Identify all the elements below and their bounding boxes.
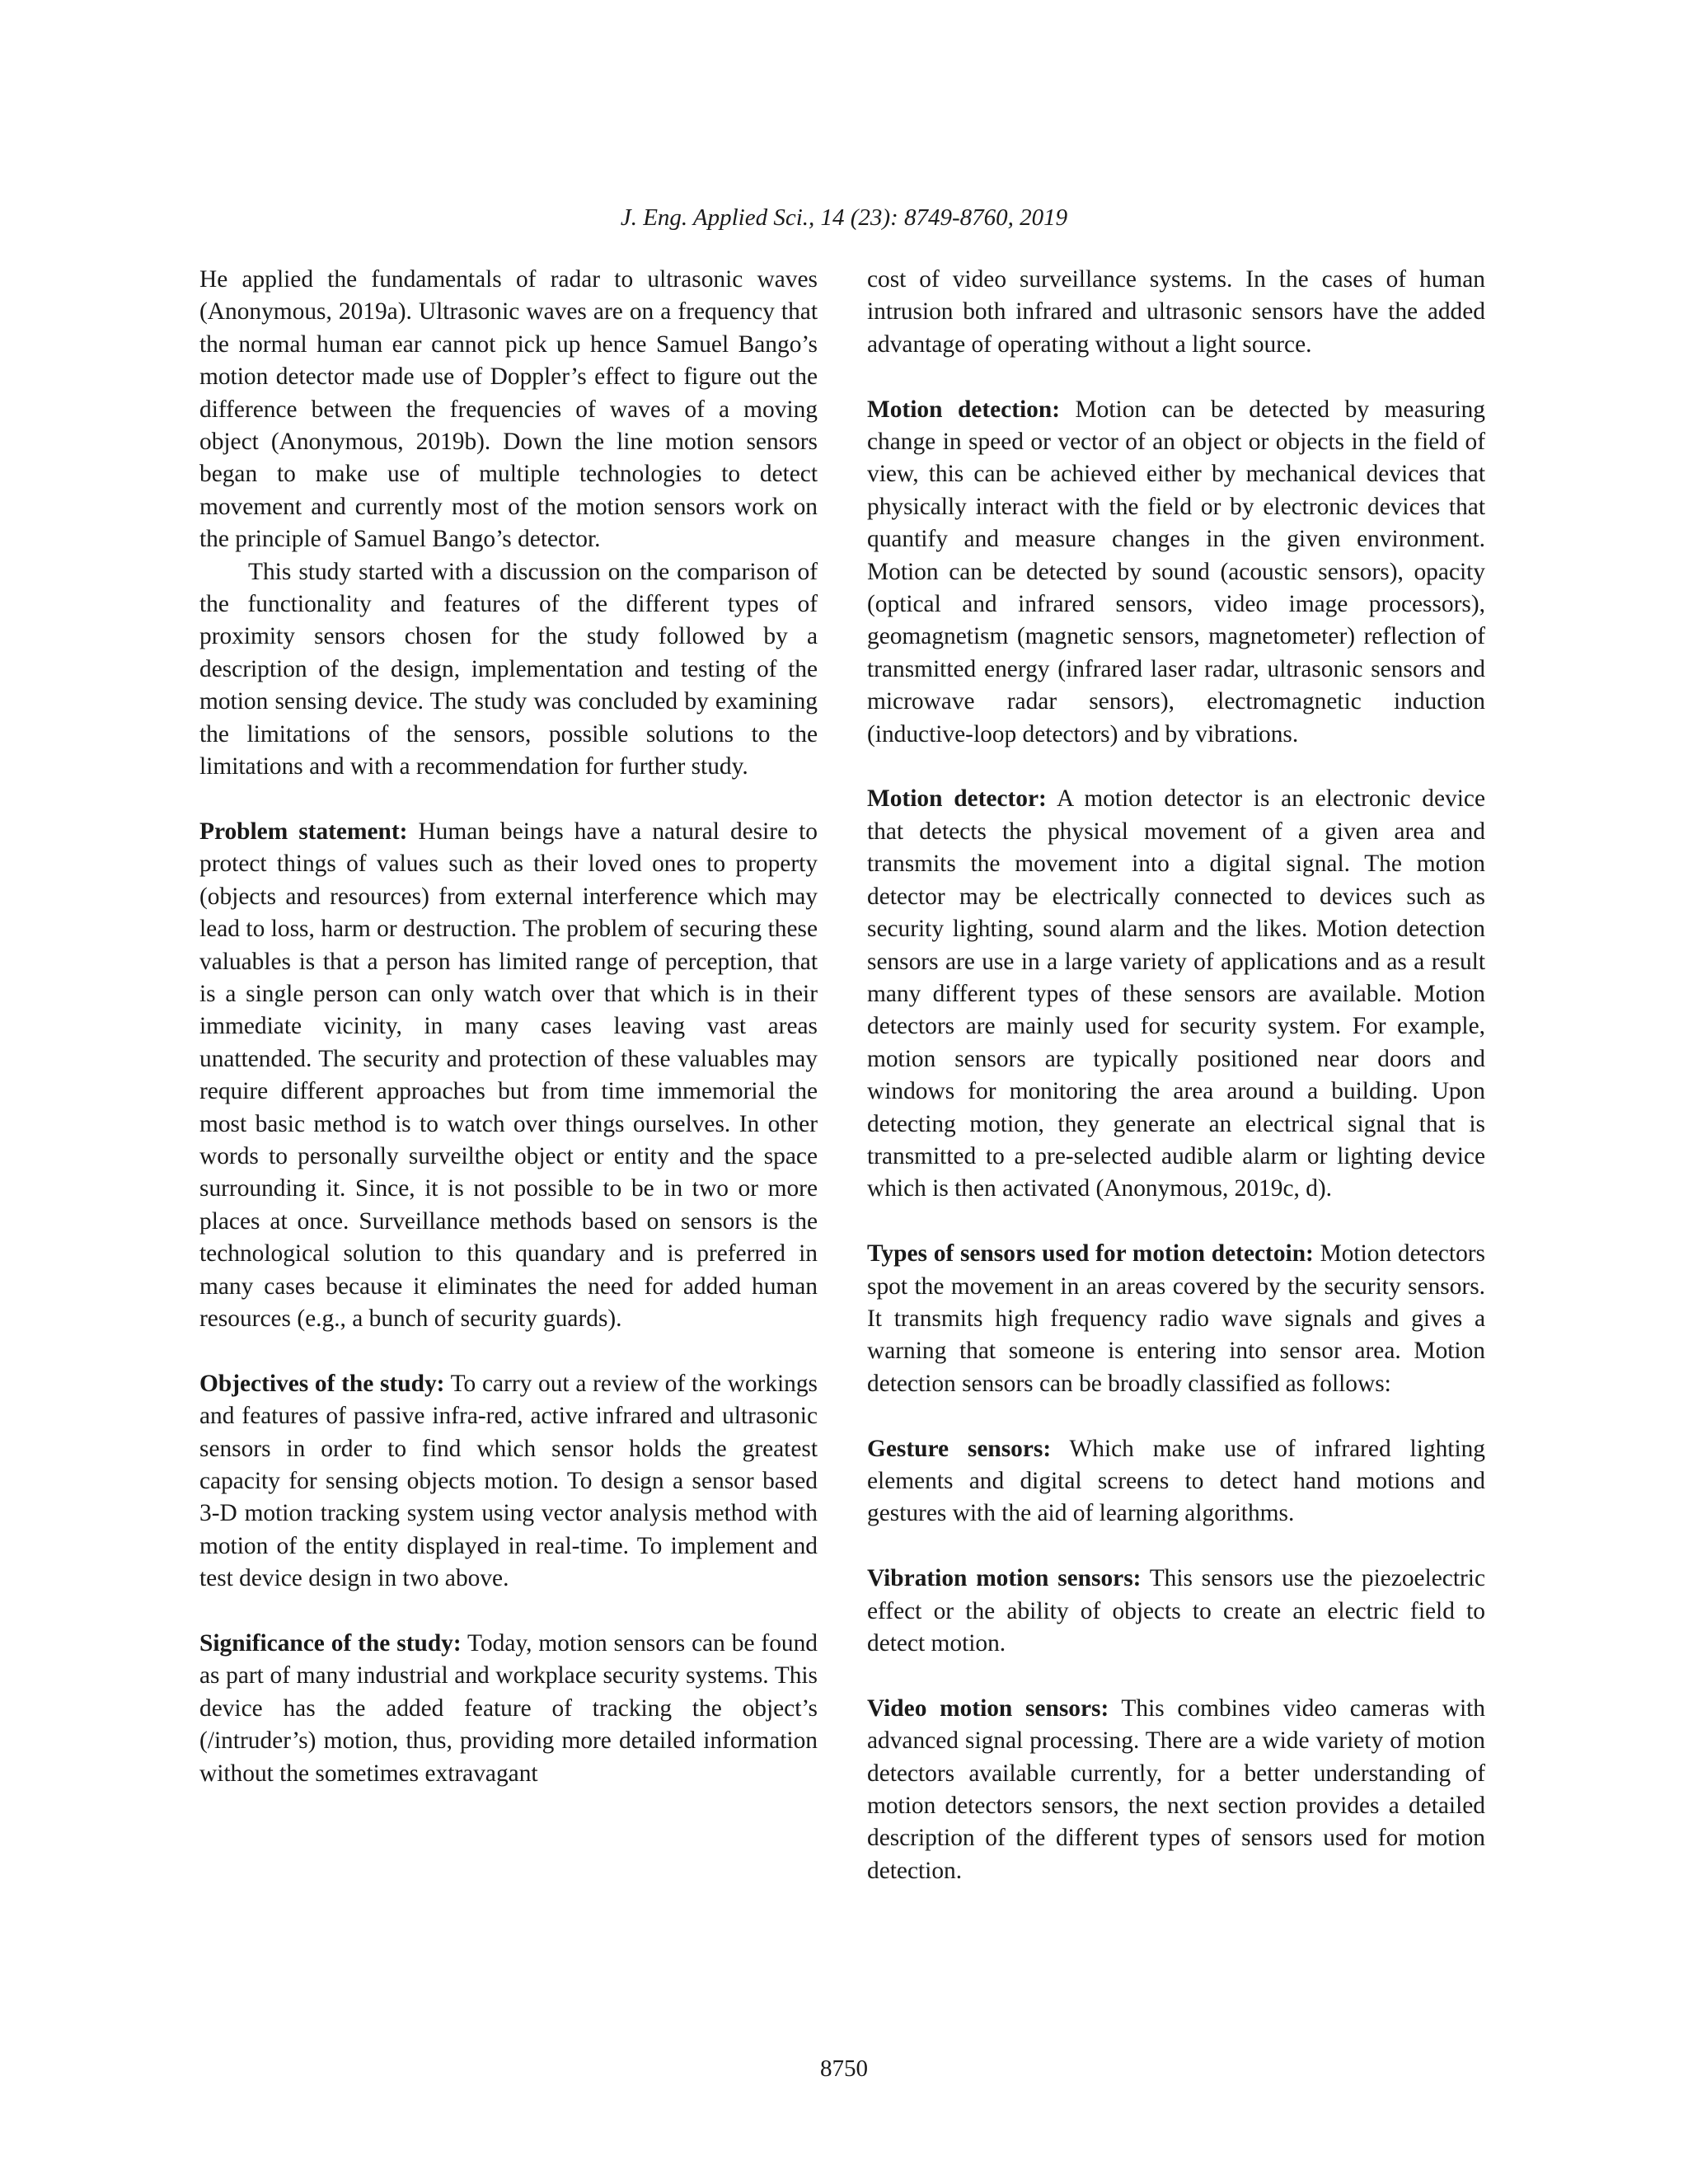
- problem-statement-section: [199, 816, 818, 1336]
- motion-detector-section: [867, 783, 1485, 1205]
- objectives-section: [199, 1368, 818, 1596]
- video-sensors-heading: Video motion sensors:: [867, 1694, 1109, 1722]
- objectives-text: To carry out a review of the workings and features of passive infra-red, active infrared and ultrasonic sensors in order to find which sensor holds the greatest capacity for sensing objects motion. To design a sensor based 3-D motion tracking system using vector analysis method with motion of the entity displayed in real-time. To implement and test device design in two above.: [199, 1370, 818, 1592]
- sensor-types-text: Motion detectors spot the movement in an areas covered by the security sensors. It transmits high frequency radio wave signals and gives a warning that someone is entering into sensor area. Motion detection sensors can be broadly classified as follows:: [867, 1240, 1485, 1397]
- running-head: J. Eng. Applied Sci., 14 (23): 8749-8760, 2019: [620, 204, 1068, 231]
- gesture-sensors-heading: Gesture sensors:: [867, 1435, 1052, 1462]
- motion-detector-text: A motion detector is an electronic device that detects the physical movement of a given area and transmits the movement into a digital signal. The motion detector may be electrically connected to devices such as security lighting, sound alarm and the likes. Motion detection sensors are use in a large variety of applications and as a result many different types of these sensors are available. Motion detectors are mainly used for security system. For example, motion sensors are typically positioned near doors and windows for monitoring the area around a building. Upon detecting motion, they generate an electrical signal that is transmitted to a pre-selected audible alarm or lighting device which is then activated (Anonymous, 2019c, d).: [867, 785, 1485, 1202]
- video-sensors-text: This combines video cameras with advanced signal processing. There are a wide variety of motion detectors available currently, for a better understanding of motion detectors sensors, the next section provides a detailed description of the different types of sensors used for motion detection.: [867, 1694, 1485, 1884]
- vibration-sensors-heading: Vibration motion sensors:: [867, 1565, 1142, 1592]
- problem-statement-text: Human beings have a natural desire to protect things of values such as their loved ones to property (objects and resources) from external interference which may lead to loss, harm or destruction. The problem of securing these valuables is that a person has limited range of perception, that is a single person can only watch over that which is in their immediate vicinity, in many cases leaving vast areas unattended. The security and protection of these valuables may require different approaches but from time immemorial the most basic method is to watch over things ourselves. In other words to personally surveilthe object or entity and the space surrounding it. Since, it is not possible to be in two or more places at once. Surveillance methods based on sensors is the technological solution to this quandary and is preferred in many cases because it eliminates the need for added human resources (e.g., a bunch of security guards).: [199, 818, 818, 1332]
- left-column: [199, 264, 818, 1790]
- continuation-paragraph: cost of video surveillance systems. In the cases of human intrusion both infrared and ultrasonic sensors have the added advantage of operating without a light source.: [867, 266, 1485, 358]
- gesture-sensors-section: [867, 1433, 1485, 1530]
- motion-detection-section: [867, 394, 1485, 751]
- significance-section: [199, 1628, 818, 1790]
- problem-statement-heading: Problem statement:: [199, 818, 408, 845]
- significance-text: Today, motion sensors can be found as part of many industrial and workplace security systems. This device has the added feature of tracking the object’s (/intruder’s) motion, thus, providing more detailed information without the sometimes extravagant: [199, 1630, 818, 1787]
- objectives-heading: Objectives of the study:: [199, 1370, 445, 1397]
- motion-detector-heading: Motion detector:: [867, 785, 1047, 813]
- vibration-sensors-text: This sensors use the piezoelectric effect or the ability of objects to create an electric field to detect motion.: [867, 1565, 1485, 1657]
- sensor-types-section: [867, 1238, 1485, 1400]
- significance-heading: Significance of the study:: [199, 1630, 462, 1657]
- right-column: [867, 264, 1485, 1887]
- intro-paragraph: He applied the fundamentals of radar to ultrasonic waves (Anonymous, 2019a). Ultrasonic waves are on a frequency that the normal human ear cannot pick up hence Samuel Bango’s motion detector made use of Doppler’s effect to figure out the difference between the frequencies of waves of a moving object (Anonymous, 2019b). Down the line motion sensors began to make use of multiple technologies to detect movement and currently most of the motion sensors work on the principle of Samuel Bango’s detector.: [199, 266, 818, 553]
- study-overview-paragraph: This study started with a discussion on the comparison of the functionality and features of the different types of proximity sensors chosen for the study followed by a description of the design, implementation and testing of the motion sensing device. The study was concluded by examining the limitations of the sensors, possible solutions to the limitations and with a recommendation for further study.: [199, 558, 818, 780]
- gesture-sensors-text: Which make use of infrared lighting elements and digital screens to detect hand motions and gestures with the aid of learning algorithms.: [867, 1435, 1485, 1527]
- vibration-sensors-section: [867, 1563, 1485, 1660]
- motion-detection-heading: Motion detection:: [867, 396, 1061, 423]
- page-number: 8750: [820, 2055, 868, 2082]
- video-sensors-section: [867, 1693, 1485, 1887]
- sensor-types-heading: Types of sensors used for motion detectoin:: [867, 1240, 1314, 1268]
- motion-detection-text: Motion can be detected by measuring change in speed or vector of an object or objects in the field of view, this can be achieved either by mechanical devices that physically interact with the field or by electronic devices that quantify and measure changes in the given environment. Motion can be detected by sound (acoustic sensors), opacity (optical and infrared sensors, video image processors), geomagnetism (magnetic sensors, magnetometer) reflection of transmitted energy (infrared laser radar, ultrasonic sensors and microwave radar sensors), electromagnetic induction (inductive-loop detectors) and by vibrations.: [867, 396, 1485, 748]
